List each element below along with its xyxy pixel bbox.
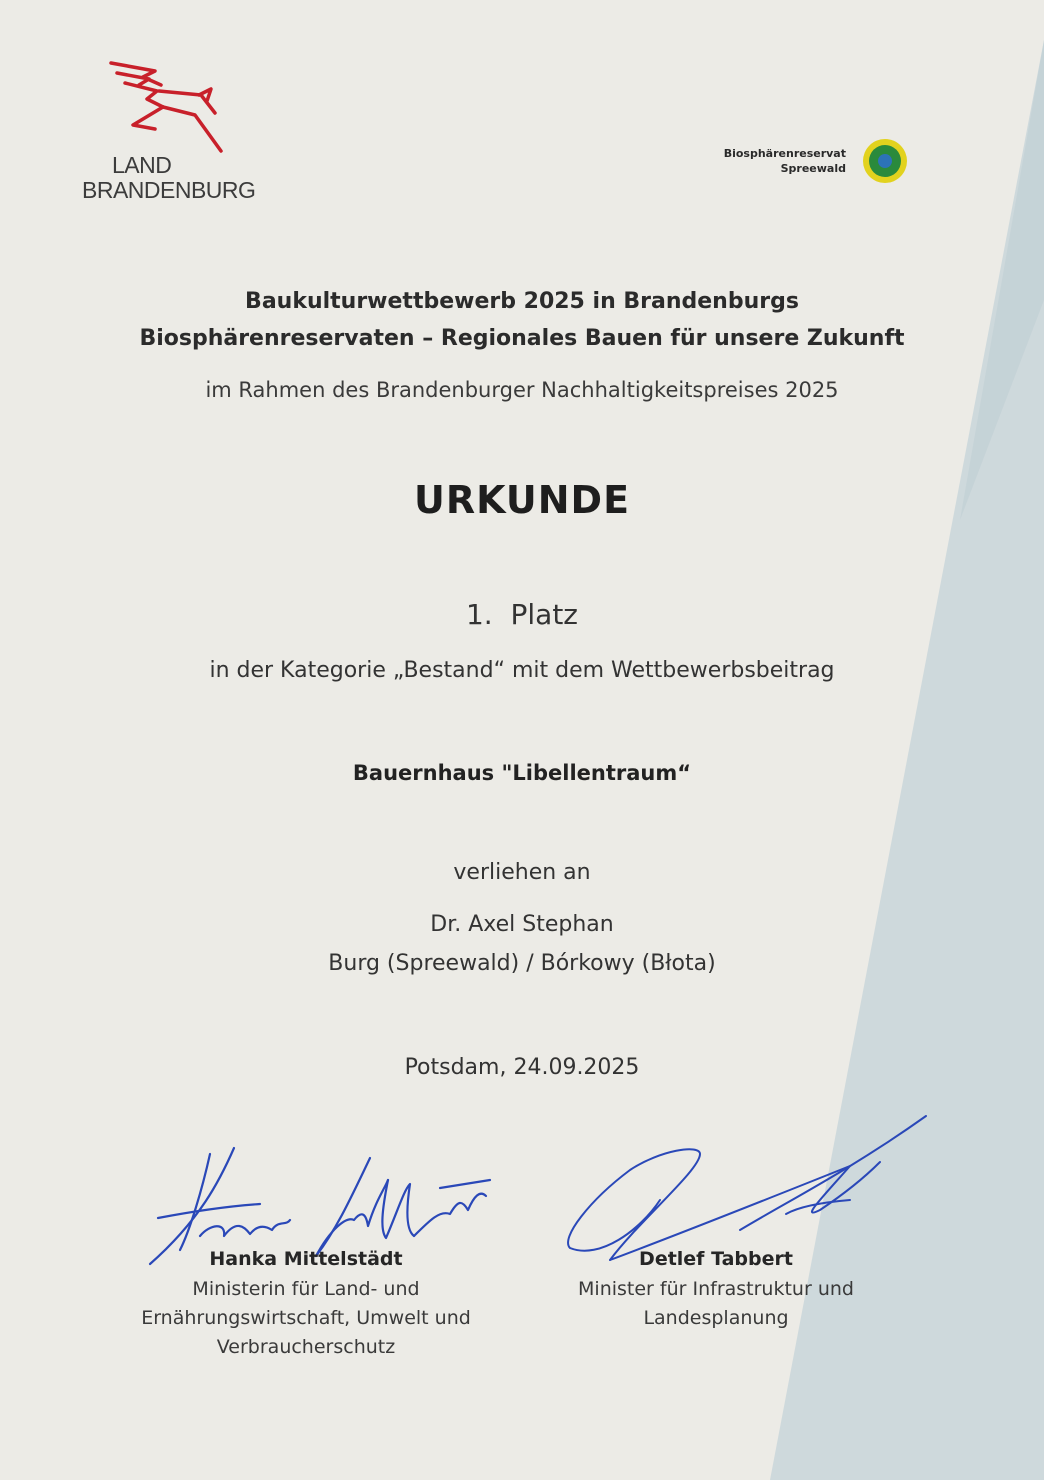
signatory-2-role [506, 1275, 926, 1333]
recipient-name: Dr. Axel Stephan [430, 912, 614, 937]
land-brandenburg-logo [78, 55, 278, 205]
signatory-2-role-line1: Minister für Infrastruktur und [578, 1278, 854, 1300]
logo-text-brandenburg: BRANDENBURG [82, 177, 256, 203]
certificate-title: URKUNDE [413, 478, 631, 522]
biosphere-label-line1: Biosphärenreservat [723, 147, 846, 160]
red-eagle-icon [103, 55, 233, 165]
category-text: in der Kategorie „Bestand“ mit dem Wettbewerbsbeitrag [209, 658, 835, 683]
biosphere-circle-icon [862, 138, 908, 184]
logo-text-land: LAND [112, 152, 172, 178]
signatory-2-role-line2: Landesplanung [643, 1307, 789, 1329]
biosphere-reserve-label [680, 146, 846, 176]
competition-title-line1: Baukulturwettbewerb 2025 in Brandenburgs [245, 289, 799, 314]
competition-subtitle: im Rahmen des Brandenburger Nachhaltigkeitspreises 2025 [205, 378, 839, 402]
entry-title: Bauernhaus "Libellentraum“ [352, 761, 692, 785]
signatory-2-name: Detlef Tabbert [639, 1248, 793, 1270]
biosphere-label-line2: Spreewald [780, 162, 846, 175]
signatory-1-role-line1: Ministerin für Land- und [192, 1278, 420, 1300]
placement: 1. Platz [465, 598, 578, 631]
signatory-1-role-line2: Ernährungswirtschaft, Umwelt und [141, 1307, 471, 1329]
recipient-location: Burg (Spreewald) / Bórkowy (Błota) [328, 951, 716, 976]
signatory-1-role [96, 1275, 516, 1362]
signatory-1-role-line3: Verbraucherschutz [216, 1336, 396, 1358]
signature-tabbert [550, 1110, 930, 1270]
awarded-to-label: verliehen an [453, 860, 591, 885]
place-and-date: Potsdam, 24.09.2025 [404, 1055, 640, 1080]
signatory-1-name: Hanka Mittelstädt [209, 1248, 403, 1270]
competition-title-line2: Biosphärenreservaten – Regionales Bauen für unsere Zukunft [139, 326, 905, 351]
